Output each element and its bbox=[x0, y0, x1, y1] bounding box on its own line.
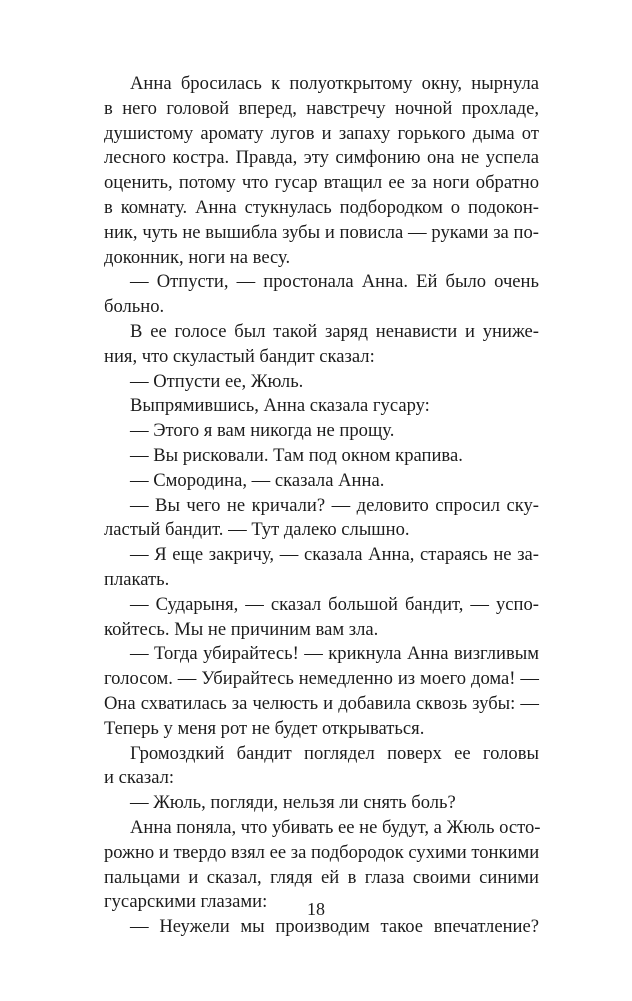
text-line: плакать. bbox=[104, 568, 170, 590]
text-line: Она схватилась за челюсть и добавила сквозь зубы: — bbox=[104, 692, 539, 714]
text-line: голосом. — Убирайтесь немедленно из моего дома! — bbox=[104, 668, 539, 690]
text-line: — Сударыня, — сказал большой бандит, — успо- bbox=[130, 593, 539, 615]
text-line: доконник, ноги на весу. bbox=[104, 246, 291, 268]
text-line: — Я еще закричу, — сказала Анна, стараясь не за- bbox=[130, 544, 539, 566]
text-line: ния, что скуластый бандит сказал: bbox=[104, 345, 375, 367]
text-line: и сказал: bbox=[104, 767, 175, 789]
text-line: ластый бандит. — Тут далеко слышно. bbox=[104, 519, 410, 541]
text-line: Анна бросилась к полуоткрытому окну, нырнула bbox=[130, 73, 539, 94]
text-line: в комнату. Анна стукнулась подбородком о подокон- bbox=[104, 196, 539, 218]
text-line: Выпрямившись, Анна сказала гусару: bbox=[130, 395, 430, 417]
text-line: Анна поняла, что убивать ее не будут, а Жюль осто- bbox=[130, 816, 541, 838]
text-line: гусарскими глазами: bbox=[104, 891, 268, 913]
text-line: — Вы рисковали. Там под окном крапива. bbox=[130, 444, 463, 466]
text-line: — Тогда убирайтесь! — крикнула Анна визгливым bbox=[130, 643, 539, 665]
text-line: больно. bbox=[104, 296, 165, 318]
page-number: 18 bbox=[307, 899, 325, 919]
text-line: — Неужели мы производим такое впечатление? bbox=[130, 916, 539, 938]
text-line: — Отпусти, — простонала Анна. Ей было очень bbox=[130, 271, 539, 293]
text-line: В ее голосе был такой заряд ненависти и униже- bbox=[130, 320, 539, 342]
text-line: в него головой вперед, навстречу ночной прохладе, bbox=[104, 97, 539, 119]
text-line: душистому аромату лугов и запаху горького дыма от bbox=[104, 122, 539, 144]
text-line: рожно и твердо взял ее за подбородок сухими тонкими bbox=[104, 841, 540, 863]
text-line: — Этого я вам никогда не прощу. bbox=[130, 420, 395, 442]
text-line: — Жюль, погляди, нельзя ли снять боль? bbox=[130, 792, 456, 814]
text-line: — Отпусти ее, Жюль. bbox=[130, 370, 304, 392]
text-line: Громоздкий бандит поглядел поверх ее головы bbox=[130, 742, 539, 764]
text-line: оценить, потому что гусар втащил ее за ноги обратно bbox=[104, 172, 539, 194]
body-text bbox=[104, 72, 539, 940]
text-line: Теперь у меня рот не будет открываться. bbox=[104, 717, 425, 739]
text-line: койтесь. Мы не причиним вам зла. bbox=[104, 618, 379, 640]
text-line: — Смородина, — сказала Анна. bbox=[130, 469, 385, 491]
text-line: ник, чуть не вышибла зубы и повисла — руками за по- bbox=[104, 221, 539, 243]
text-line: лесного костра. Правда, эту симфонию она не успела bbox=[104, 147, 539, 169]
text-line: — Вы чего не кричали? — деловито спросил ску- bbox=[130, 494, 539, 516]
text-line: пальцами и сказал, глядя ей в глаза своими синими bbox=[104, 866, 539, 888]
